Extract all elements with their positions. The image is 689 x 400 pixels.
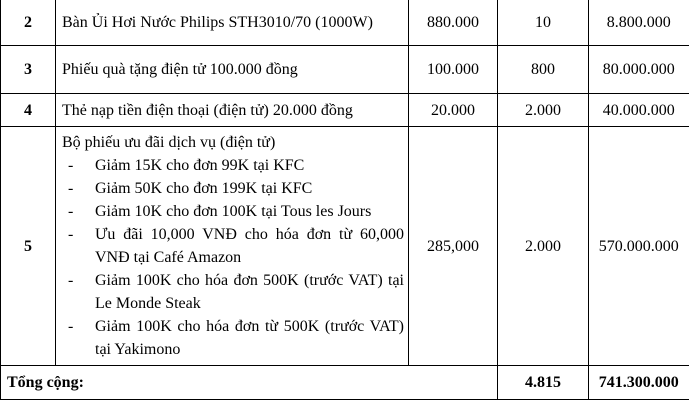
list-item: [62, 269, 404, 315]
unit-price: 285,000: [409, 127, 498, 366]
total-label: Tổng cộng:: [1, 366, 498, 400]
unit-price: 100.000: [409, 46, 498, 94]
total-row: [1, 366, 689, 400]
unit-price: 880.000: [409, 0, 498, 46]
total-quantity: 4.815: [498, 366, 589, 400]
row-number: 4: [1, 94, 56, 127]
list-dash: -: [68, 203, 74, 220]
total-amount: 741.300.000: [589, 366, 689, 400]
quantity: 10: [498, 0, 589, 46]
list-dash: -: [68, 226, 74, 243]
unit-price: 20.000: [409, 94, 498, 127]
amount: 570.000.000: [589, 127, 689, 366]
row-number: 5: [1, 127, 56, 366]
list-item-text: Ưu đãi 10,000 VNĐ cho hóa đơn từ 60,000 VNĐ tại Café Amazon: [95, 226, 404, 266]
amount: 80.000.000: [589, 46, 689, 94]
list-dash: -: [68, 157, 74, 174]
amount: 8.800.000: [589, 0, 689, 46]
quantity: 2.000: [498, 94, 589, 127]
list-item: [62, 177, 404, 200]
table-row: [1, 46, 689, 94]
quantity: 800: [498, 46, 589, 94]
list-dash: -: [68, 272, 74, 289]
table-row: [1, 94, 689, 127]
amount: 40.000.000: [589, 94, 689, 127]
item-name: Bộ phiếu ưu đãi dịch vụ (điện tử): [62, 134, 276, 151]
row-number: 3: [1, 46, 56, 94]
item-name: Phiếu quà tặng điện tử 100.000 đồng: [56, 46, 409, 94]
list-item-text: Giảm 100K cho hóa đơn 500K (trước VAT) tại Le Monde Steak: [95, 272, 404, 312]
item-name: Thẻ nạp tiền điện thoại (điện tử) 20.000 đồng: [56, 94, 409, 127]
list-item: [62, 200, 404, 223]
list-item-text: Giảm 50K cho đơn 199K tại KFC: [95, 180, 313, 197]
row-number: 2: [1, 0, 56, 46]
list-item-text: Giảm 10K cho đơn 100K tại Tous les Jours: [95, 203, 372, 220]
list-dash: -: [68, 318, 74, 335]
list-item: [62, 154, 404, 177]
table-row: [1, 0, 689, 46]
list-item: [62, 315, 404, 361]
item-name-cell: [56, 127, 409, 366]
voucher-list: [62, 154, 404, 361]
table-row: [1, 127, 689, 366]
list-item: [62, 223, 404, 269]
quantity: 2.000: [498, 127, 589, 366]
list-item-text: Giảm 15K cho đơn 99K tại KFC: [95, 157, 305, 174]
item-name: Bàn Ủi Hơi Nước Philips STH3010/70 (1000W): [56, 0, 409, 46]
list-dash: -: [68, 180, 74, 197]
list-item-text: Giảm 100K cho hóa đơn từ 500K (trước VAT) tại Yakimono: [95, 318, 404, 358]
